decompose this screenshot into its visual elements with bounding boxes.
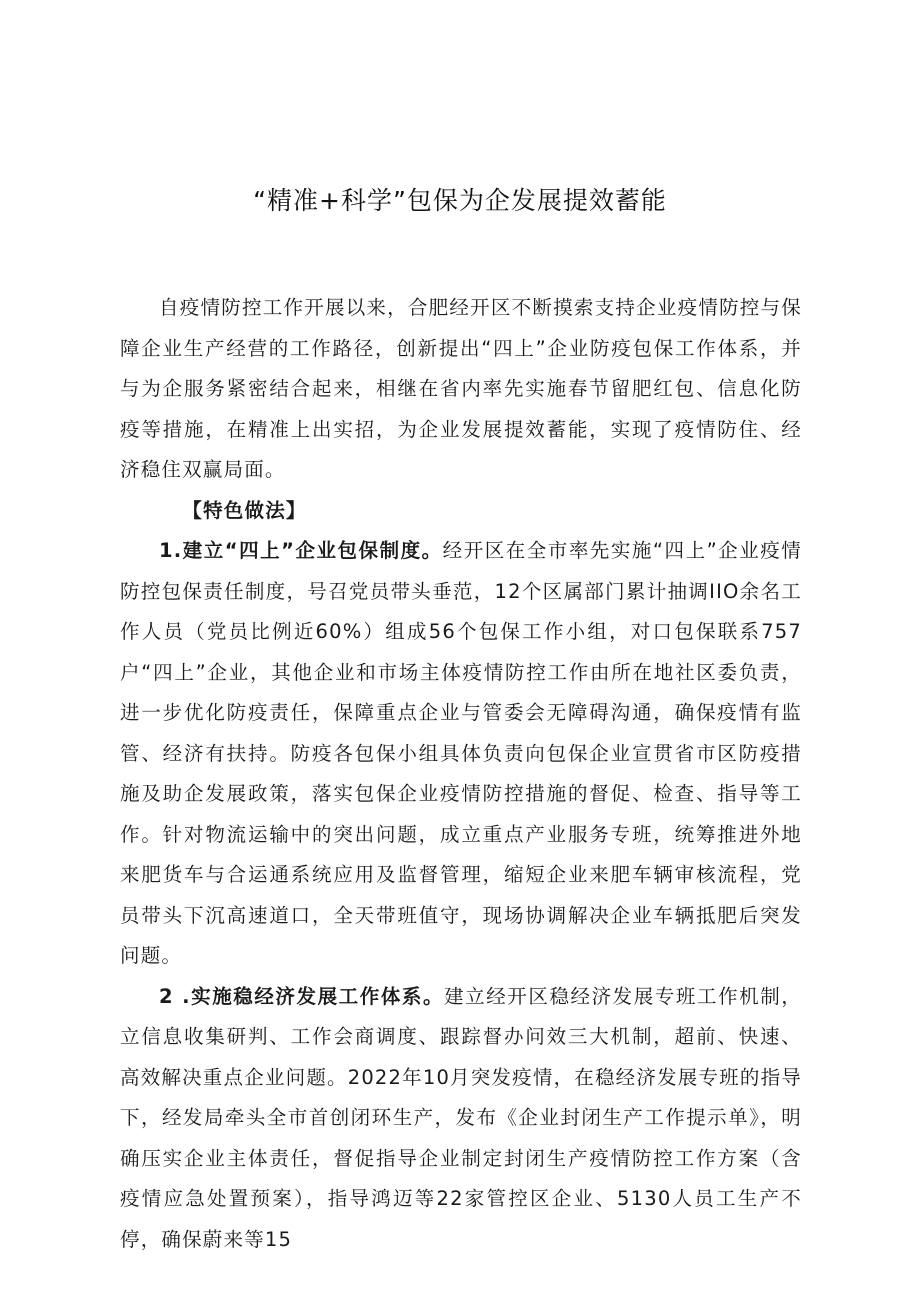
section-heading — [120, 491, 802, 532]
document-body — [120, 288, 802, 1260]
item1-paragraph — [120, 531, 802, 977]
item2-heading: 2 .实施稳经济发展工作体系。 — [159, 984, 445, 1008]
item2-paragraph — [120, 977, 802, 1261]
item1-heading: 1.建立“四上”企业包保制度。 — [159, 539, 443, 562]
document-title: “精准+科学”包保为企发展提效蓄能 — [253, 186, 667, 215]
intro-paragraph: 自疫情防控工作开展以来，合肥经开区不断摸索支持企业疫情防控与保障企业生产经营的工作路径，创新提出“四上”企业防疫包保工作体系，并与为企服务紧密结合起来，相继在省内率先实施春节留肥红包、信息化防疫等措施，在精准上出实招，为企业发展提效蓄能，实现了疫情防住、经济稳住双赢局面。 — [120, 296, 802, 481]
item2-body: 建立经开区稳经济发展专班工作机制，立信息收集研判、工作会商调度、跟踪督办问效三大机制，超前、快速、高效解决重点企业问题。2022年10月突发疫情，在稳经济发展专班的指导下，经发局牵头全市首创闭环生产，发布《企业封闭生产工作提示单》，明确压实企业主体责任，督促指导企业制定封闭生产疫情防控工作方案（含疫情应急处置预案），指导鸿迈等22家管控区企业、5130人员工生产不停，确保蔚来等15 — [120, 984, 803, 1251]
section-heading-text: 【特色做法】 — [182, 498, 307, 522]
item1-body: 经开区在全市率先实施“四上”企业疫情防控包保责任制度，号召党员带头垂范，12个区属部门累计抽调IIO余名工作人员（党员比例近60%）组成56个包保工作小组，对口包保联系757户“四上”企业，其他企业和市场主体疫情防控工作由所在地社区委负责，进一步优化防疫责任，保障重点企业与管委会无障碍沟通，确保疫情有监管、经济有扶持。防疫各包保小组具体负责向包保企业宣贯省市区防疫措施及助企发展政策，落实包保企业疫情防控措施的督促、检查、指导等工作。针对物流运输中的突出问题，成立重点产业服务专班，统筹推进外地来肥货车与合运通系统应用及监督管理，缩短企业来肥车辆审核流程，党员带头下沉高速道口，全天带班值守，现场协调解决企业车辆抵肥后突发问题。 — [120, 539, 803, 967]
